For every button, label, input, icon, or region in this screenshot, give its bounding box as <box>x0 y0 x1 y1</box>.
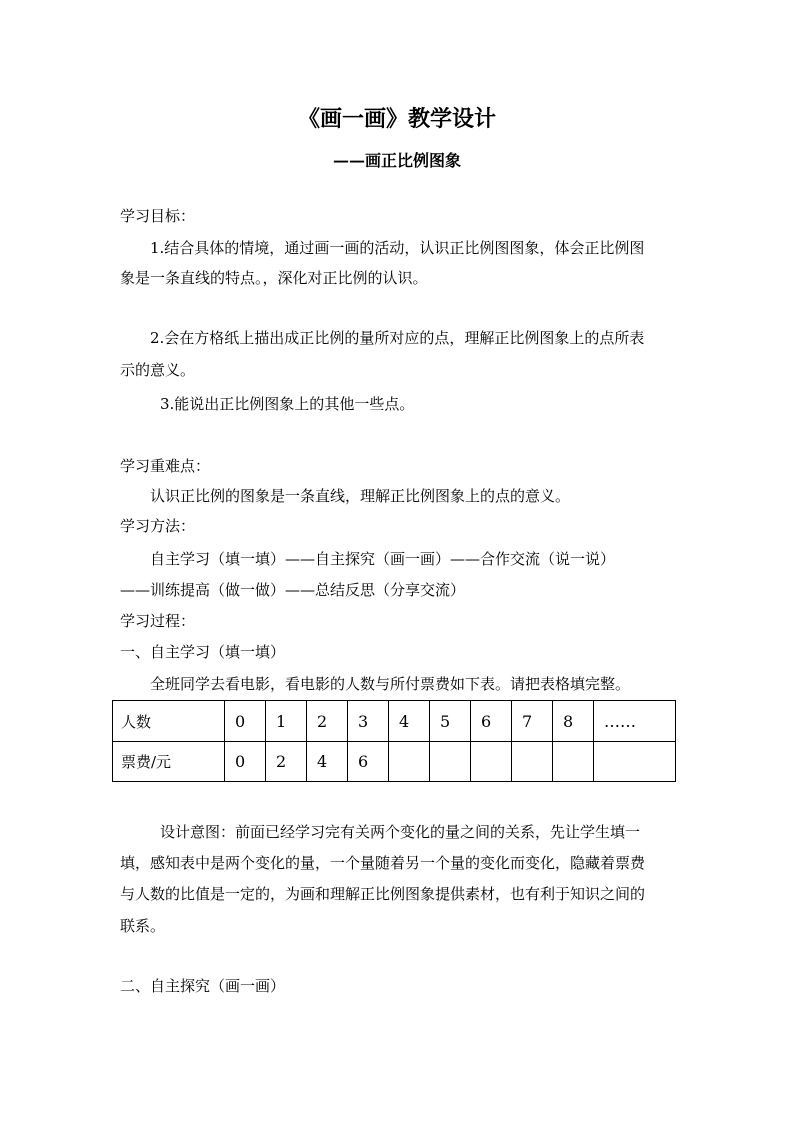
table-cell-blank <box>512 742 553 782</box>
intent-line-4: 联系。 <box>120 917 166 935</box>
table-row-people <box>113 701 676 742</box>
table-cell-blank <box>594 742 676 782</box>
table-cell: 8 <box>553 701 594 742</box>
table-cell: 3 <box>348 701 389 742</box>
table-cell: …… <box>594 701 676 742</box>
row-label-people: 人数 <box>113 701 225 742</box>
table-cell: 5 <box>430 701 471 742</box>
method-line-1: 自主学习（填一填）——自主探究（画一画）——合作交流（说一说） <box>150 550 616 568</box>
table-cell: 0 <box>225 701 266 742</box>
intent-line-3: 与人数的比值是一定的，为画和理解正比例图象提供素材，也有利于知识之间的 <box>120 885 646 903</box>
table-cell-blank <box>389 742 430 782</box>
table-cell: 4 <box>307 742 348 782</box>
intent-line-1: 设计意图：前面已经学习完有关两个变化的量之间的关系，先让学生填一 <box>160 823 641 841</box>
goal-2-line-2: 示的意义。 <box>120 361 196 379</box>
table-cell: 6 <box>348 742 389 782</box>
goal-3: 3.能说出正比例图象上的其他一些点。 <box>160 395 415 413</box>
goal-1-line-1: 1.结合具体的情境，通过画一画的活动，认识正比例图图象，体会正比例图 <box>150 239 645 257</box>
goals-heading: 学习目标： <box>120 207 196 225</box>
goal-1-line-2: 象是一条直线的特点。，深化对正比例的认识。 <box>120 269 428 287</box>
table-cell: 4 <box>389 701 430 742</box>
table-cell-blank <box>430 742 471 782</box>
intent-line-2: 填，感知表中是两个变化的量，一个量随着另一个量的变化而变化，隐藏着票费 <box>120 854 646 872</box>
table-cell: 2 <box>307 701 348 742</box>
method-heading: 学习方法： <box>120 517 196 535</box>
table-cell-blank <box>471 742 512 782</box>
process-heading: 学习过程： <box>120 612 196 630</box>
table-row-fee <box>113 742 676 782</box>
document-subtitle: ——画正比例图象 <box>332 151 461 170</box>
table-intro: 全班同学去看电影，看电影的人数与所付票费如下表。请把表格填完整。 <box>150 675 631 693</box>
row-label-fee: 票费/元 <box>113 742 225 782</box>
method-line-2: ——训练提高（做一做）——总结反思（分享交流） <box>120 581 466 599</box>
section-1-heading: 一、自主学习（填一填） <box>120 643 286 661</box>
table-cell: 7 <box>512 701 553 742</box>
document-title: 《画一画》教学设计 <box>297 106 496 132</box>
table-cell: 1 <box>266 701 307 742</box>
goal-2-line-1: 2.会在方格纸上描出成正比例的量所对应的点，理解正比例图象上的点所表 <box>150 329 645 347</box>
table-cell-blank <box>553 742 594 782</box>
difficulty-text: 认识正比例的图象是一条直线，理解正比例图象上的点的意义。 <box>150 487 571 505</box>
table-cell: 2 <box>266 742 307 782</box>
difficulty-heading: 学习重难点： <box>120 457 211 475</box>
table-cell: 0 <box>225 742 266 782</box>
section-2-heading: 二、自主探究（画一画） <box>120 977 286 995</box>
people-fee-table <box>112 700 676 782</box>
table-cell: 6 <box>471 701 512 742</box>
